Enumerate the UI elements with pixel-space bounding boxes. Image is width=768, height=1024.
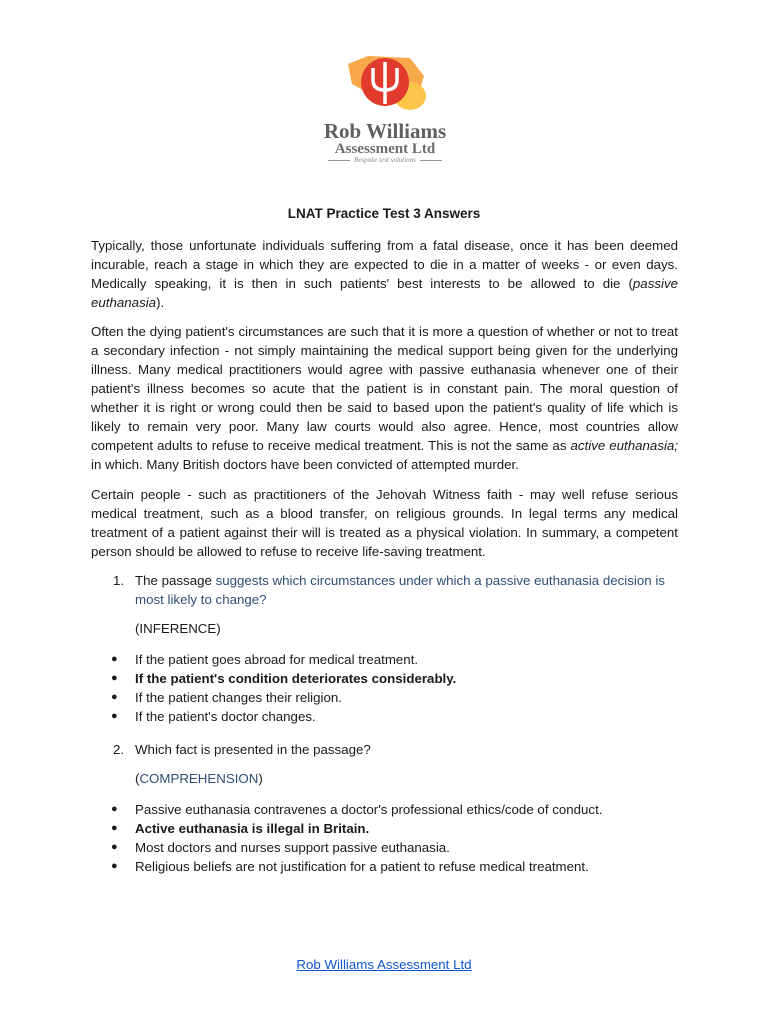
list-item: ● Most doctors and nurses support passive euthanasia. bbox=[91, 838, 678, 857]
psi-logo-icon bbox=[340, 50, 430, 120]
paragraph-3: Certain people - such as practitioners of the Jehovah Witness faith - may well refuse serious medical treatment, such as a blood transfer, on religious grounds. In legal terms any medical treatment of a patient against their will is treated as a physical violation. In summary, a competent person should be allowed to refuse to receive life-saving treatment. bbox=[91, 487, 678, 559]
list-item-correct-answer: ● If the patient's condition deteriorates considerably. bbox=[91, 669, 678, 688]
question-1-number: 1. bbox=[113, 573, 125, 588]
question-2 bbox=[91, 740, 678, 759]
question-2-text: Which fact is presented in the passage? bbox=[135, 742, 371, 757]
paragraph-1-emphasis: passive euthanasia bbox=[91, 276, 678, 310]
footer-company-link[interactable]: Rob Williams Assessment Ltd bbox=[296, 957, 472, 972]
list-item: ● If the patient changes their religion. bbox=[91, 688, 678, 707]
paragraph-2-end: in which. Many British doctors have been convicted of attempted murder. bbox=[91, 438, 686, 472]
page-title: LNAT Practice Test 3 Answers bbox=[287, 206, 481, 221]
paragraph-2 bbox=[91, 322, 686, 474]
list-item: ● If the patient's doctor changes. bbox=[91, 707, 678, 726]
paragraph-1-end: ). bbox=[156, 295, 165, 310]
paragraph-1-text: Typically, those unfortunate individuals suffering from a fatal disease, once it has been deemed incurable, reach a stage in which they are expected to die in a matter of weeks - or even days. Medically speaking, it is then in such patients' best interests to be allowed to die ( bbox=[91, 238, 678, 291]
question-2-category-close: ) bbox=[258, 771, 263, 786]
question-2-options bbox=[91, 800, 678, 876]
question-1-options bbox=[91, 650, 678, 726]
list-item: ● Religious beliefs are not justification for a patient to refuse medical treatment. bbox=[91, 857, 678, 876]
paragraph-1 bbox=[91, 236, 678, 312]
list-item: ● Passive euthanasia contravenes a doctor's professional ethics/code of conduct. bbox=[91, 800, 678, 819]
paragraph-2-emphasis: active euthanasia; bbox=[570, 438, 679, 453]
question-2-category-word: COMPREHENSION bbox=[139, 771, 259, 786]
question-1-text-rest: suggests which circumstances under which a passive euthanasia decision is most likely to change? bbox=[135, 573, 665, 607]
list-item-correct-answer: ● Active euthanasia is illegal in Britain. bbox=[91, 819, 678, 838]
logo-company-name: Rob Williams bbox=[323, 119, 447, 143]
paragraph-2-text: Often the dying patient's circumstances are such that it is more a question of whether or not to treat a secondary infection - not simply maintaining the medical support being given for the underlying illness. Many medical practitioners would agree with passive euthanasia whenever one of their patient's illness becomes so acute that the patient is in constant pain. The moral question of whether it is right or wrong could then be said to based upon the patient's quality of life which is likely to remain very poor. Many law courts would also agree. Hence, most countries allow competent adults to refuse to receive medical treatment. This is not the same as bbox=[91, 324, 678, 453]
company-logo bbox=[300, 50, 470, 175]
question-2-number: 2. bbox=[113, 742, 125, 757]
document-body bbox=[91, 236, 686, 890]
logo-tagline: Bespoke test solutions bbox=[300, 156, 470, 164]
question-2-category bbox=[91, 769, 678, 788]
list-item: ● If the patient goes abroad for medical treatment. bbox=[91, 650, 678, 669]
question-2-category-open: ( bbox=[135, 771, 140, 786]
footer bbox=[0, 957, 768, 972]
question-1 bbox=[91, 571, 678, 609]
question-1-category: (INFERENCE) bbox=[135, 621, 221, 636]
logo-company-subtitle: Assessment Ltd bbox=[334, 141, 436, 157]
question-1-text-start: The passage bbox=[135, 573, 216, 588]
